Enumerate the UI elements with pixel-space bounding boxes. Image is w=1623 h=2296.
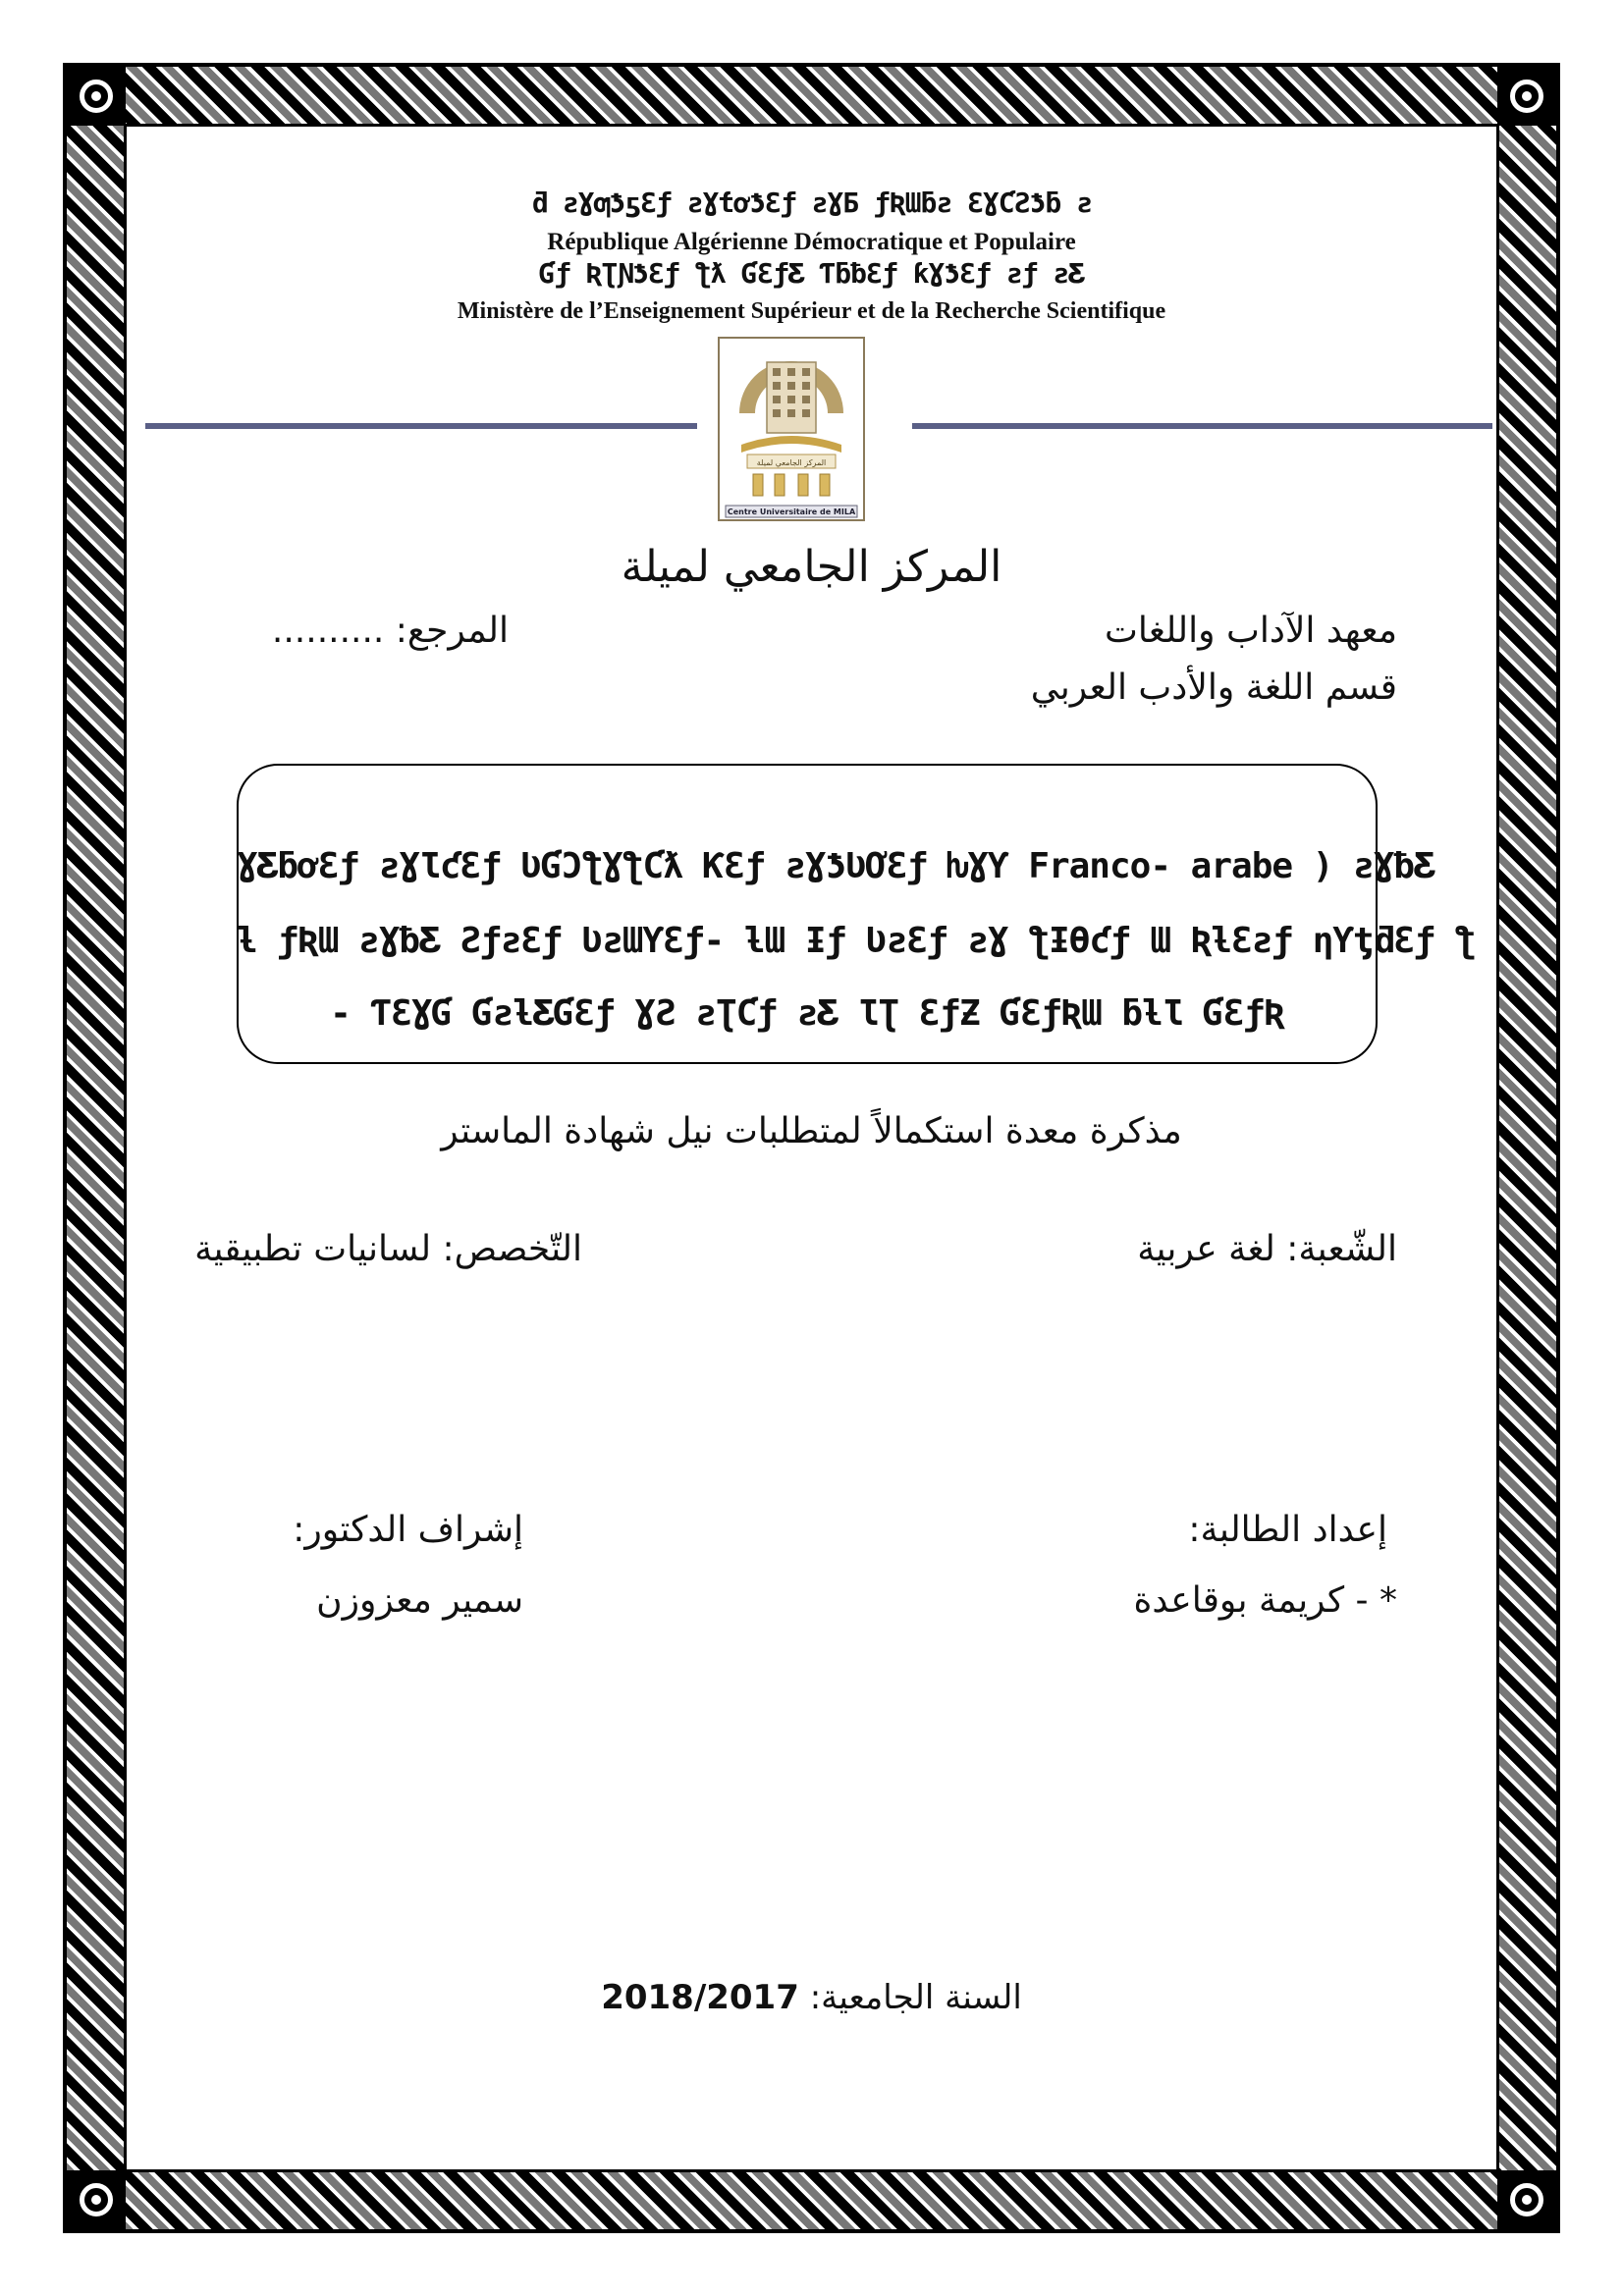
republic-arabic-heading: ƌ ƨƔƣƾƽƐƒ ƨƔƭơƾƐƒ ƨƔƂ ƒƦƜƃƨ ƐƔƇƧƾƃ ƨ: [531, 187, 1092, 219]
logo-banner-text: المركز الجامعي لميلة: [756, 458, 827, 467]
student-name: * - كريمة بوقاعدة: [1133, 1580, 1397, 1621]
supervisor-name: سمير معزوزن: [316, 1580, 523, 1621]
academic-year-value: 2018/2017: [601, 1978, 799, 2017]
thesis-subtitle: مذكرة معدة استكمالاً لمتطلبات نيل شهادة الماستر: [441, 1111, 1182, 1151]
university-logo: [718, 337, 865, 521]
ministry-arabic-heading: Ɠƒ ƦƮƝƾƐƒ ƪƛ ƓƐƒƸ ƬƃƀƐƒ ƙƔƾƐƒ ƨƒ ƨƸ: [538, 257, 1084, 290]
thesis-title-line-3: - ƬƐƔƓ ƓƨƚƸƓƐƒ ƔƧ ƨƮƇƒ ƨƸ ƖƮ ƐƒƵ ƓƐƒƦƜ ƃƚƖ ƓƐƒƦ: [330, 993, 1284, 1034]
department-name: قسم اللغة والأدب العربي: [1030, 667, 1397, 708]
academic-year: [0, 1978, 1623, 2017]
supervisor-label: إشراف الدكتور:: [293, 1510, 523, 1550]
thesis-title-line-2: ƚ ƒƦƜ ƨƔƀƸ ƧƒƨƐƒ ƲƨƜƳƐƒ- ƚƜ Ɨƒ ƲƨƐƒ ƨƔ ƪƗƟƈƒ Ɯ ƦƚƐƨƒ ƞƳƫƌƐƒ ƪ: [237, 921, 1476, 961]
thesis-title-line-1: ƔƸƃơƐƒ ƨƔƖƈƐƒ ƲƓƆƪƔƪƇƛ ƘƐƒ ƨƔƾƲƠƐƒ ƕƔƳ Franco- arabe ) ƨƔƀƸ: [237, 846, 1434, 886]
corner-ornament-icon: [1497, 67, 1556, 126]
specialty-field: التّخصص: لسانيات تطبيقية: [194, 1229, 582, 1269]
academic-year-label: السنة الجامعية:: [809, 1978, 1022, 2017]
reference-number: المرجع: ..........: [271, 611, 509, 651]
branch-field: الشّعبة: لغة عربية: [1137, 1229, 1397, 1269]
republic-french-heading: République Algérienne Démocratique et Populaire: [547, 229, 1076, 255]
corner-ornament-icon: [1497, 2170, 1556, 2229]
corner-ornament-icon: [67, 67, 126, 126]
center-name: المركز الجامعي لميلة: [621, 542, 1002, 592]
student-label: إعداد الطالبة:: [1188, 1510, 1387, 1550]
ministry-french-heading: Ministère de l’Enseignement Supérieur et de la Recherche Scientifique: [457, 298, 1166, 324]
logo-caption: Centre Universitaire de MILA: [727, 507, 856, 516]
institute-name: معهد الآداب واللغات: [1105, 611, 1397, 651]
corner-ornament-icon: [67, 2170, 126, 2229]
header-rule-left: [145, 423, 697, 429]
header-rule-right: [912, 423, 1492, 429]
